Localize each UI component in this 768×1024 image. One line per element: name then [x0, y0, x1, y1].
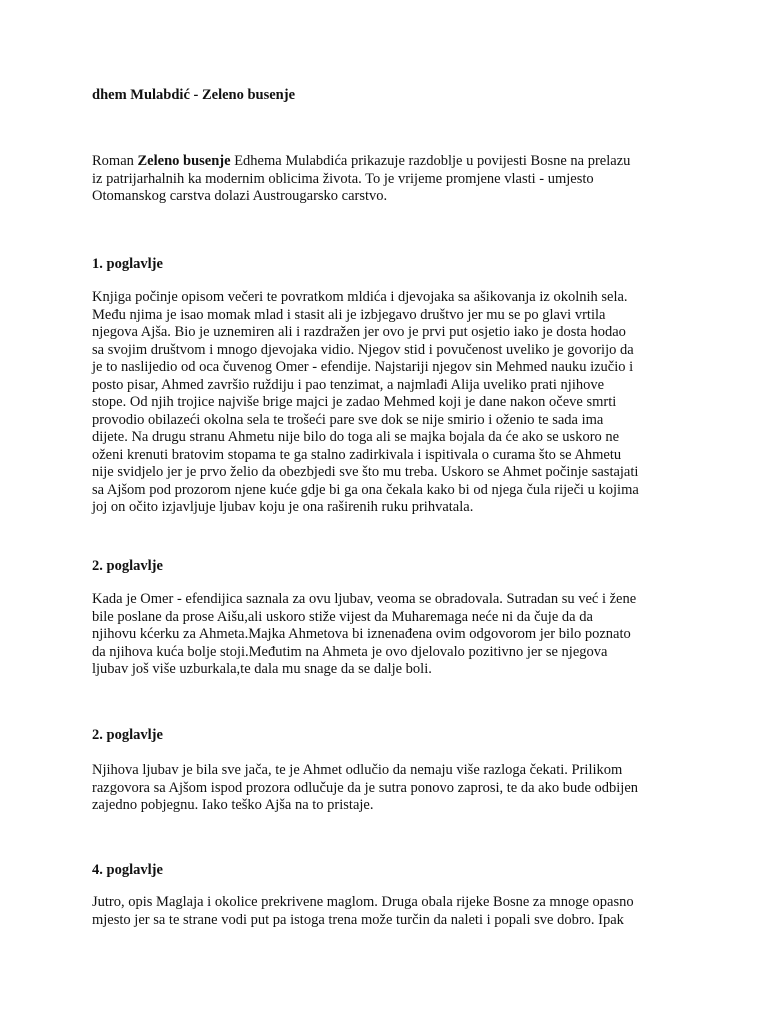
paragraph-line: Kada je Omer - efendijica saznala za ovu ljubav, veoma se obradovala. Sutradan su već i žene — [92, 591, 637, 607]
paragraph-line: sa svojim društvom i mnogo djevojaka vidio. Njegov stid i povučenost uveliko je govorijo da — [92, 341, 634, 358]
paragraph-line: razgovora sa Ajšom ispod prozora odlučuje da je sutra ponovo zaprosi, te da ako bude odbijen — [92, 779, 639, 796]
section-heading: 2. poglavlje — [92, 558, 163, 574]
paragraph-line: provodio obilazeći okolna sela te trošeći pare sve dok se nije smirio i oženio te sada ima — [92, 411, 604, 428]
paragraph-line: Jutro, opis Maglaja i okolice prekrivene maglom. Druga obala rijeke Bosne za mnoge opasno — [92, 894, 634, 910]
paragraph-line: da njihova kuća bolje stoji.Međutim na Ahmeta je ovo djelovalo pozitivno jer se njegova — [92, 643, 608, 660]
intro-line: iz patrijarhalnih ka modernim oblicima života. To je vrijeme promjene vlasti - umjesto — [92, 170, 594, 187]
paragraph-line: joj on očito izjavljuje ljubav koju je ona raširenih ruku prihvatala. — [92, 499, 474, 515]
intro-line1-rest: Edhema Mulabdića prikazuje razdoblje u povijesti Bosne na prelazu — [230, 153, 631, 169]
section-heading: 1. poglavlje — [92, 256, 163, 272]
section-heading: 2. poglavlje — [92, 727, 163, 743]
intro-line: Otomanskog carstva dolazi Austrougarsko carstvo. — [92, 188, 388, 204]
section-paragraph — [92, 762, 692, 815]
section-paragraph — [92, 894, 692, 929]
paragraph-line: njegova Ajša. Bio je uznemiren ali i razdražen jer ovo je prvi put osjetio iako je dosta hodao — [92, 324, 626, 340]
paragraph-line: ljubav još više uzburkala,te dala mu snage da se dalje boli. — [92, 661, 432, 677]
paragraph-line: nije svidjelo jer je prvo želio da obezbjedi sve što mu treba. Uskoro se Ahmet počinje sastajati — [92, 464, 639, 480]
section-paragraph — [92, 591, 692, 679]
intro-prefix: Roman — [92, 153, 138, 169]
section-paragraph — [92, 289, 692, 517]
paragraph-line: mjesto jer sa te strane vodi put pa istoga trena može turčin da naleti i popali sve dobro. Ipak — [92, 911, 624, 928]
paragraph-line: Među njima je isao momak mlad i stasit ali je izbjegavo društvo jer mu se po glavi vrtila — [92, 306, 606, 323]
novel-title-bold: Zeleno busenje — [137, 153, 231, 169]
paragraph-line: je to naslijedio od oca čuvenog Omer - efendije. Najstariji njegov sin Mehmed nauku izučio i — [92, 359, 634, 375]
paragraph-line: bile poslane da prose Aišu,ali uskoro stiže vijest da Muharemaga neće ni da čuje da da — [92, 608, 593, 625]
paragraph-line: Njihova ljubav je bila sve jača, te je Ahmet odlučio da nemaju više razloga čekati. Prilikom — [92, 762, 623, 778]
intro-paragraph — [92, 153, 692, 206]
paragraph-line: sa Ajšom pod prozorom njene kuće gdje bi ga ona čekala kako bi od njega čula riječi u kojima — [92, 481, 639, 498]
paragraph-line: oženi krenuti bratovim stopama te ga stalno zadirkivala i ispitivala o curama što se Ahmetu — [92, 446, 622, 463]
paragraph-line: dijete. Na drugu stranu Ahmetu nije bilo do toga ali se majka bojala da će ako se uskoro ne — [92, 429, 620, 445]
paragraph-line: Knjiga počinje opisom večeri te povratkom mldića i djevojaka sa ašikovanja iz okolnih sela. — [92, 289, 628, 305]
intro-line — [92, 153, 692, 171]
paragraph-line: njihovu kćerku za Ahmeta.Majka Ahmetova bi iznenađena ovim odgovorom jer bilo poznato — [92, 626, 631, 642]
document-title: dhem Mulabdić - Zeleno busenje — [92, 87, 296, 103]
paragraph-line: posto pisar, Ahmed završio ruždiju i pao tenzimat, a najmlađi Alija uveliko prati njihove — [92, 376, 605, 393]
paragraph-line: zajedno pobjegnu. Iako teško Ajša na to pristaje. — [92, 797, 374, 813]
paragraph-line: stope. Od njih trojice najviše brige majci je zadao Mehmed koji je dane nakon očeve smrti — [92, 394, 617, 410]
section-heading: 4. poglavlje — [92, 862, 163, 878]
